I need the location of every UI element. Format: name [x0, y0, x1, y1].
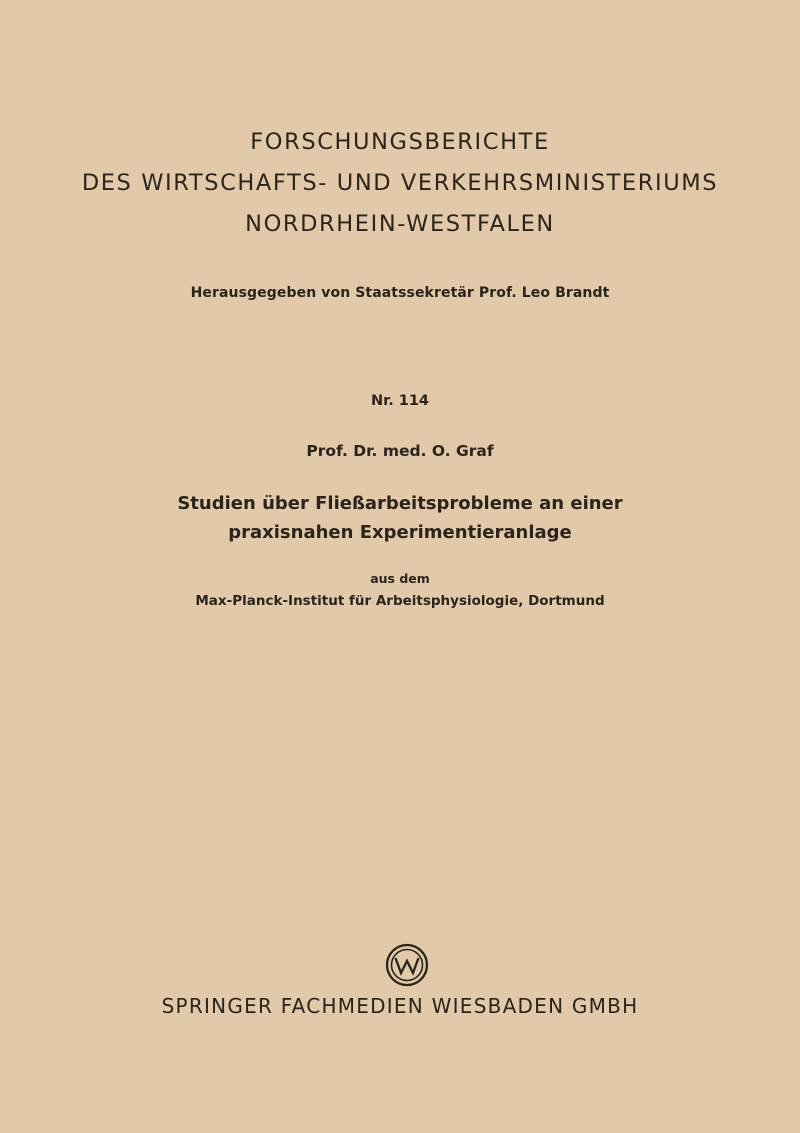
affiliation-prefix: aus dem [370, 571, 430, 586]
series-title-line-2: DES WIRTSCHAFTS- UND VERKEHRSMINISTERIUMS [81, 170, 719, 196]
book-title-line-1: Studien über Fließarbeitsprobleme an einer [177, 493, 623, 514]
author-name: Prof. Dr. med. O. Graf [306, 442, 494, 460]
editor-line: Herausgegeben von Staatssekretär Prof. Leo Brandt [190, 285, 610, 301]
institute-name: Max-Planck-Institut für Arbeitsphysiologie, Dortmund [195, 593, 605, 609]
springer-w-logo-icon [385, 943, 429, 987]
series-title-line-1: FORSCHUNGSBERICHTE [250, 129, 550, 155]
book-title-line-2: praxisnahen Experimentieranlage [228, 522, 572, 543]
volume-number: Nr. 114 [370, 393, 430, 409]
series-title-line-3: NORDRHEIN-WESTFALEN [245, 211, 555, 237]
publisher-name: SPRINGER FACHMEDIEN WIESBADEN GMBH [161, 994, 639, 1018]
